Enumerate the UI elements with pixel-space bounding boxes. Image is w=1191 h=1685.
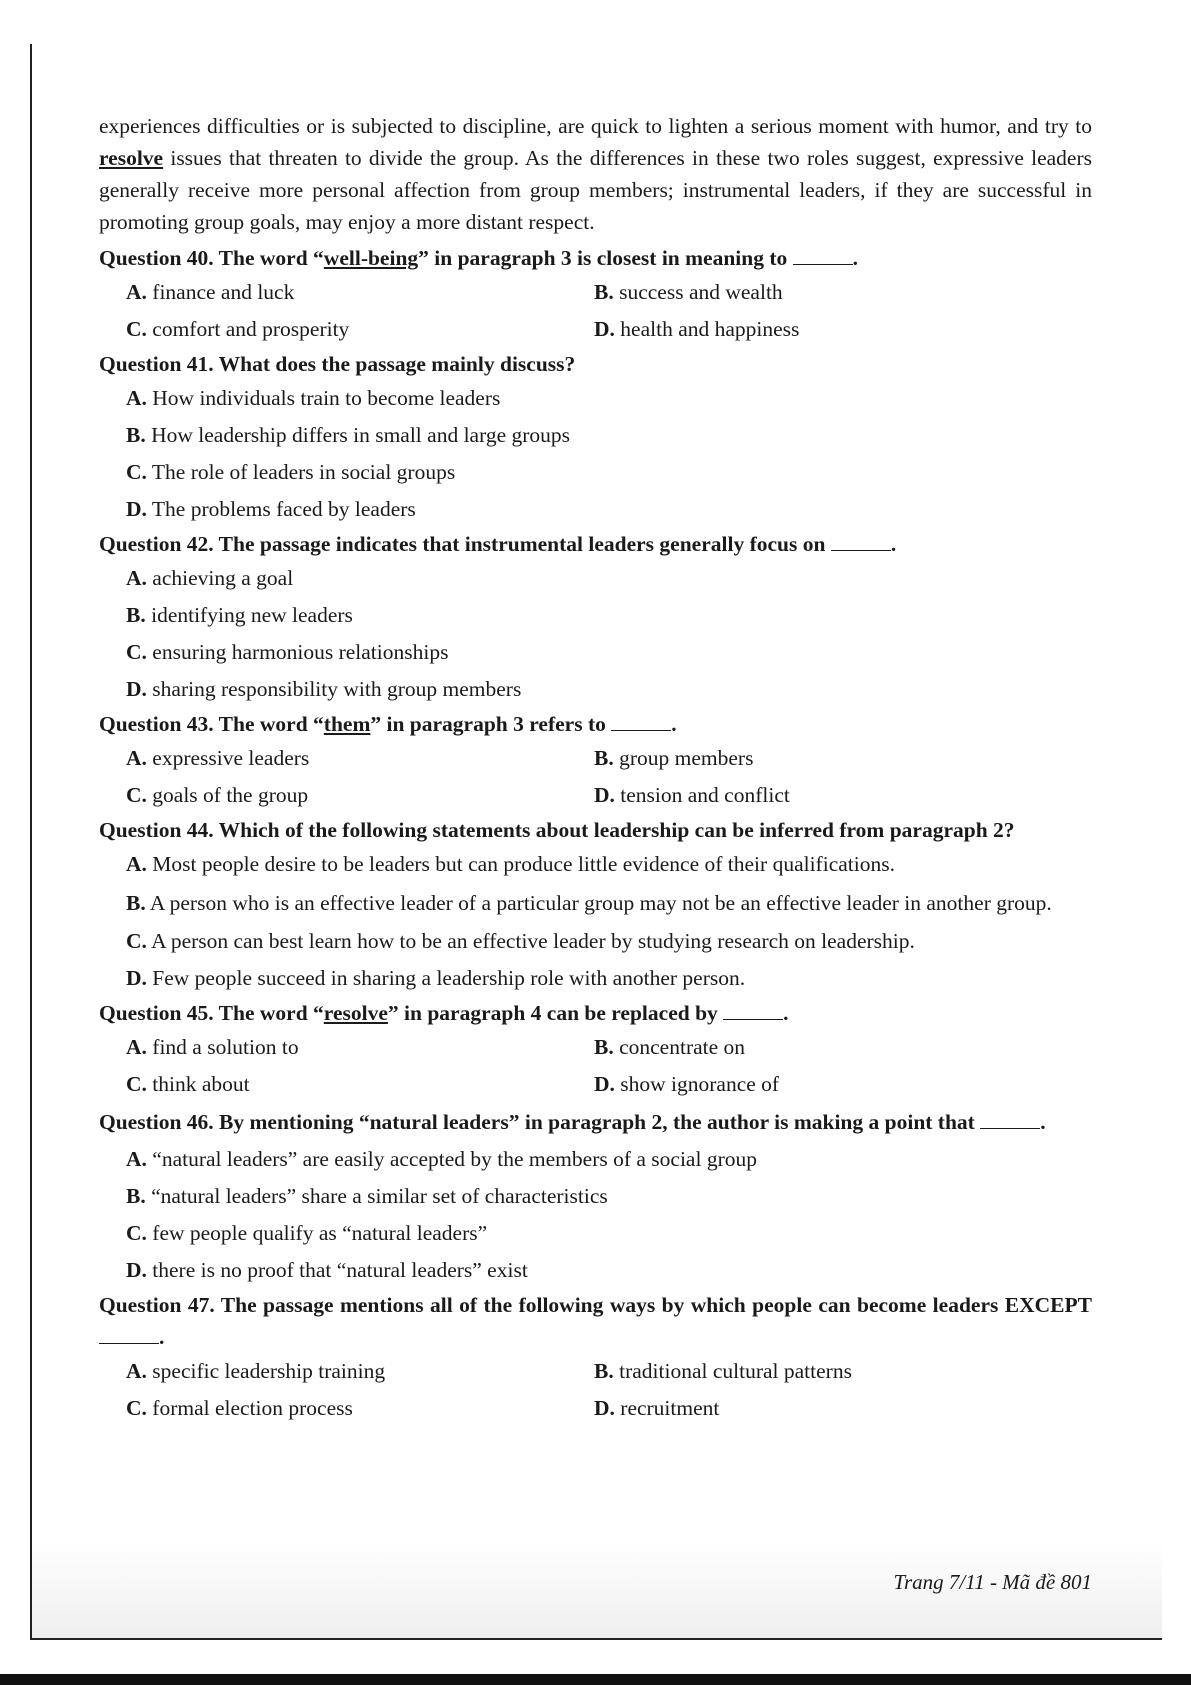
q45-option-b[interactable]: [594, 1034, 1062, 1061]
passage-underlined-word: resolve: [99, 146, 164, 170]
option-letter: D.: [594, 1072, 615, 1096]
option-letter: B.: [594, 280, 614, 304]
option-letter: B.: [594, 1035, 614, 1059]
option-letter: D.: [126, 1258, 147, 1282]
q45-stem-cont: ” in paragraph 4 can be replaced by: [387, 1001, 724, 1025]
option-text: “natural leaders” share a similar set of characteristics: [151, 1184, 608, 1208]
option-text: expressive leaders: [152, 746, 310, 770]
q46-option-c[interactable]: [126, 1215, 1092, 1252]
q46-option-d[interactable]: [126, 1252, 1092, 1289]
question-41: Question 41. What does the passage mainly discuss?: [99, 352, 576, 376]
q47-period: .: [159, 1325, 165, 1349]
option-letter: D.: [126, 497, 147, 521]
passage-paragraph: [99, 110, 1092, 238]
q45-options-row-1: [126, 1029, 1092, 1066]
option-letter: D.: [594, 1396, 615, 1420]
q40-stem: Question 40. The word “: [99, 246, 324, 270]
q42-option-a[interactable]: [126, 560, 1092, 597]
option-text: concentrate on: [619, 1035, 746, 1059]
option-text: think about: [152, 1072, 250, 1096]
option-letter: C.: [126, 460, 147, 484]
q43-options-row-2: [126, 777, 1092, 814]
option-letter: A.: [126, 1359, 147, 1383]
option-text: The problems faced by leaders: [151, 497, 416, 521]
option-text: health and happiness: [620, 317, 800, 341]
option-text: specific leadership training: [152, 1359, 386, 1383]
option-letter: C.: [126, 1221, 147, 1245]
q46-period: .: [1040, 1110, 1046, 1134]
option-text: success and wealth: [619, 280, 783, 304]
answer-blank: [611, 712, 671, 731]
q47-option-c[interactable]: [126, 1395, 594, 1422]
option-text: few people qualify as “natural leaders”: [152, 1221, 488, 1245]
page-footer: Trang 7/11 - Mã đề 801: [893, 1570, 1092, 1594]
q41-option-a[interactable]: [126, 380, 1092, 417]
page-bottom-border: [30, 1638, 1162, 1640]
option-text: group members: [619, 746, 754, 770]
option-letter: C.: [126, 1396, 147, 1420]
option-text: traditional cultural patterns: [619, 1359, 852, 1383]
passage-text-cont: issues that threaten to divide the group. As the differences in these two roles suggest, expressive leaders generally receive more personal affection from group members; instrumental leaders, if they are successful in promoting group goals, may enjoy a more distant respect.: [99, 146, 1092, 234]
option-text: find a solution to: [152, 1035, 299, 1059]
q44-option-d[interactable]: [126, 960, 1092, 997]
option-letter: A.: [126, 746, 147, 770]
option-letter: A.: [126, 1035, 147, 1059]
q42-option-b[interactable]: [126, 597, 1092, 634]
option-letter: D.: [126, 677, 147, 701]
q43-stem: Question 43. The word “: [99, 712, 324, 736]
option-letter: D.: [594, 317, 615, 341]
option-text: A person can best learn how to be an effective leader by studying research on leadership.: [151, 929, 915, 953]
option-text: identifying new leaders: [151, 603, 353, 627]
q45-options-row-2: [126, 1066, 1092, 1103]
page-left-border: [30, 44, 32, 1640]
q45-option-d[interactable]: [594, 1071, 1062, 1098]
option-letter: D.: [594, 783, 615, 807]
option-letter: A.: [126, 566, 147, 590]
viewer-bottom-bar: [0, 1674, 1191, 1685]
option-letter: C.: [126, 317, 147, 341]
question-44: Question 44. Which of the following statements about leadership can be inferred from paragraph 2?: [99, 818, 1015, 842]
q40-stem-cont: ” in paragraph 3 is closest in meaning to: [418, 246, 793, 270]
q47-options-row-1: [126, 1353, 1092, 1390]
q42-option-d[interactable]: [126, 671, 1092, 708]
q45-keyword: resolve: [323, 1001, 388, 1025]
q44-option-a[interactable]: [126, 846, 1092, 883]
q42-stem: Question 42. The passage indicates that instrumental leaders generally focus on: [99, 532, 831, 556]
option-text: show ignorance of: [620, 1072, 780, 1096]
q41-option-c[interactable]: [126, 454, 1092, 491]
q43-option-c[interactable]: [126, 782, 594, 809]
option-text: finance and luck: [152, 280, 295, 304]
option-letter: A.: [126, 280, 147, 304]
q40-option-a[interactable]: [126, 279, 594, 306]
q40-option-c[interactable]: [126, 316, 594, 343]
option-letter: B.: [126, 891, 146, 915]
q44-option-c[interactable]: [126, 923, 1092, 960]
q40-options-row-1: [126, 274, 1092, 311]
q46-option-b[interactable]: [126, 1178, 1092, 1215]
option-text: ensuring harmonious relationships: [152, 640, 449, 664]
q40-keyword: well-being: [323, 246, 419, 270]
answer-blank: [980, 1110, 1040, 1129]
option-text: comfort and prosperity: [152, 317, 350, 341]
q42-period: .: [890, 532, 897, 556]
passage-text: experiences difficulties or is subjected to discipline, are quick to lighten a serious moment with humor, and try to: [99, 114, 1092, 138]
q40-option-b[interactable]: [594, 279, 1062, 306]
answer-blank: [99, 1325, 159, 1344]
question-42: [99, 528, 1092, 560]
q44-option-b[interactable]: [126, 883, 1092, 923]
option-text: tension and conflict: [620, 783, 790, 807]
question-40: [99, 242, 1092, 274]
q45-option-c[interactable]: [126, 1071, 594, 1098]
option-text: sharing responsibility with group members: [152, 677, 522, 701]
document-page: [99, 110, 1092, 1427]
option-letter: B.: [126, 1184, 146, 1208]
option-text: formal election process: [152, 1396, 353, 1420]
q47-options-row-2: [126, 1390, 1092, 1427]
option-text: How leadership differs in small and large groups: [151, 423, 571, 447]
option-text: The role of leaders in social groups: [151, 460, 456, 484]
option-text: there is no proof that “natural leaders” exist: [152, 1258, 528, 1282]
option-letter: B.: [594, 746, 614, 770]
q40-option-d[interactable]: [594, 316, 1062, 343]
q41-option-b[interactable]: [126, 417, 1092, 454]
question-43: [99, 708, 1092, 740]
option-text: goals of the group: [152, 783, 309, 807]
q46-stem: Question 46. By mentioning “natural leaders” in paragraph 2, the author is making a point that: [99, 1110, 981, 1134]
q45-option-a[interactable]: [126, 1034, 594, 1061]
q43-period: .: [671, 712, 677, 736]
q40-options-row-2: [126, 311, 1092, 348]
option-text: achieving a goal: [152, 566, 294, 590]
option-letter: B.: [594, 1359, 614, 1383]
option-letter: A.: [126, 386, 147, 410]
q47-option-b[interactable]: [594, 1358, 1062, 1385]
option-letter: C.: [126, 929, 147, 953]
q42-option-c[interactable]: [126, 634, 1092, 671]
answer-blank: [723, 1001, 783, 1020]
q43-option-d[interactable]: [594, 782, 1062, 809]
option-letter: C.: [126, 640, 147, 664]
q45-period: .: [783, 1001, 789, 1025]
option-text: Most people desire to be leaders but can produce little evidence of their qualifications.: [152, 852, 895, 876]
option-letter: D.: [126, 966, 147, 990]
q46-option-a[interactable]: [126, 1141, 1092, 1178]
q45-stem: Question 45. The word “: [99, 1001, 324, 1025]
option-letter: C.: [126, 1072, 147, 1096]
question-45: [99, 997, 1092, 1029]
option-letter: B.: [126, 423, 146, 447]
q41-option-d[interactable]: [126, 491, 1092, 528]
option-text: recruitment: [620, 1396, 720, 1420]
option-text: Few people succeed in sharing a leadership role with another person.: [152, 966, 746, 990]
q47-option-d[interactable]: [594, 1395, 1062, 1422]
option-letter: C.: [126, 783, 147, 807]
option-text: A person who is an effective leader of a particular group may not be an effective leader in another group.: [149, 891, 1052, 915]
q47-option-a[interactable]: [126, 1358, 594, 1385]
question-46: [99, 1103, 1092, 1141]
q47-stem: Question 47. The passage mentions all of the following ways by which people can become leaders EXCEPT: [99, 1293, 1092, 1317]
q43-keyword: them: [323, 712, 371, 736]
option-letter: B.: [126, 603, 146, 627]
question-47: [99, 1289, 1092, 1353]
q43-option-a[interactable]: [126, 745, 594, 772]
q43-stem-cont: ” in paragraph 3 refers to: [370, 712, 612, 736]
q43-option-b[interactable]: [594, 745, 1062, 772]
option-letter: A.: [126, 1147, 147, 1171]
q40-period: .: [852, 246, 859, 270]
option-letter: A.: [126, 852, 147, 876]
answer-blank: [831, 532, 891, 551]
q43-options-row-1: [126, 740, 1092, 777]
option-text: How individuals train to become leaders: [152, 386, 501, 410]
answer-blank: [793, 246, 853, 265]
option-text: “natural leaders” are easily accepted by the members of a social group: [152, 1147, 757, 1171]
